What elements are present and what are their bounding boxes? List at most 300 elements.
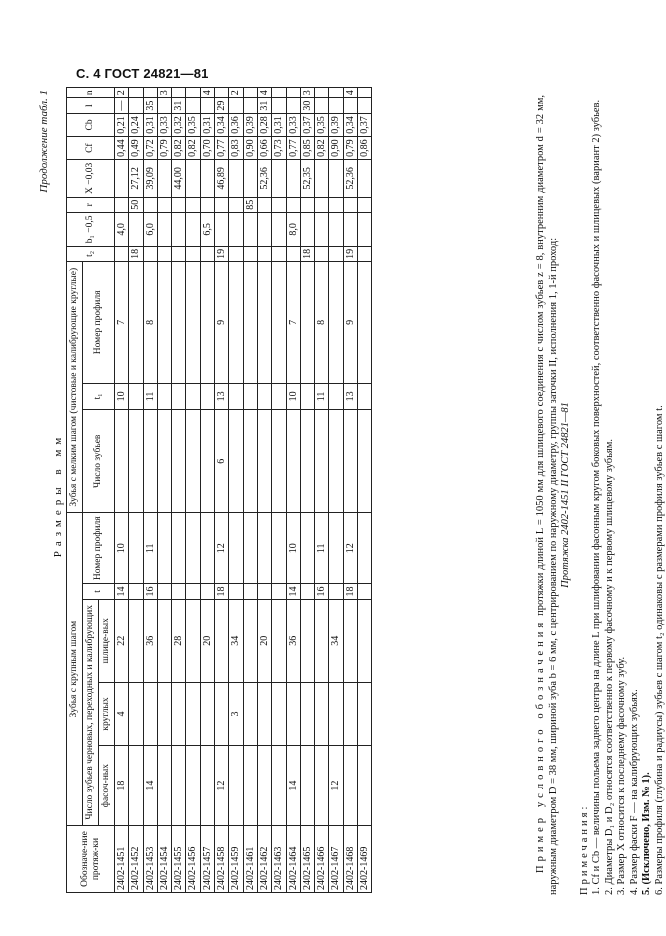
table-cell [157,682,171,745]
note-item: 6. Размеры профиля (глубина и радиусы) зубьев с шагом t₂ одинаковы с размерами профиля зубьев с шагом t. [653,405,665,895]
table-cell: 0,49 [129,137,143,160]
table-cell [243,213,257,247]
table-cell [329,197,343,212]
table-cell [172,410,186,513]
table-cell: 14 [143,746,157,826]
note-item: 1. Cf и Cb — величины польема заднего центра на длине L при шлифовании фасонным кругом боковых поверхностей, соответственно фасочных и шлицевых (вариант 2) зубьев. [591,99,602,895]
table-cell: 0,33 [157,113,171,136]
table-cell [329,98,343,113]
table-cell [172,383,186,410]
table-cell [186,383,200,410]
table-cell [243,513,257,584]
table-cell: 0,34 [343,113,357,136]
table-cell [315,599,329,682]
table-cell: 52,35 [300,160,314,197]
table-cell [343,599,357,682]
table-cell [186,262,200,384]
table-cell [286,88,300,98]
table-cell [200,246,214,261]
col-l: l [67,98,115,113]
designation-cell: 2402-1455 [172,826,186,893]
table-cell [229,98,243,113]
page-header: С. 4 ГОСТ 24821—81 [76,66,209,81]
table-cell: 0,73 [272,137,286,160]
table-cell: 0,39 [243,113,257,136]
table-cell: 16 [143,584,157,599]
table-row [343,88,357,893]
col-tooth-count: Число зубьев черновых, переходных и калибрующих [83,599,99,825]
table-cell [157,246,171,261]
table-cell: 20 [200,599,214,682]
table-cell [143,682,157,745]
table-cell: 22 [115,599,129,682]
table-cell [243,383,257,410]
table-cell: 0,77 [215,137,229,160]
table-cell [229,746,243,826]
table-cell: 12 [215,513,229,584]
table-cell [186,246,200,261]
table-cell [243,584,257,599]
table-cell [186,513,200,584]
table-cell [200,746,214,826]
table-cell [157,197,171,212]
table-cell: 14 [286,584,300,599]
table-cell [157,383,171,410]
table-cell: 10 [286,513,300,584]
table-cell [358,599,372,682]
table-cell [157,98,171,113]
table-cell [286,98,300,113]
table-cell [172,262,186,384]
table-cell [157,599,171,682]
table-cell [129,513,143,584]
table-cell [300,513,314,584]
table-cell [272,160,286,197]
table-cell [129,410,143,513]
example-text: протяжки длиной L = 1050 мм для шлицевого соединения с числом зубьев z = 8, внутренним диаметром d = 32 мм, наружным диаметром D = 38 мм, шириной зуба b = 6 мм, с центрированием по наружному диаметру, группы заточки II, исполнения 1, 1-й проход: [535,95,559,895]
table-cell [272,246,286,261]
notes-block [535,95,666,895]
table-cell [257,383,271,410]
table-cell [315,682,329,745]
table-cell [143,197,157,212]
table-cell [300,197,314,212]
table-cell: 6,5 [200,213,214,247]
table-cell [272,746,286,826]
example-designation: Протяжка 2402-1451 II ГОСТ 24821—81 [560,402,571,588]
table-cell [186,599,200,682]
table-cell [115,160,129,197]
table-cell [200,197,214,212]
table-cell: 11 [315,513,329,584]
table-cell: 0,31 [272,113,286,136]
table-cell: 0,21 [115,113,129,136]
table-cell [329,213,343,247]
table-cell: 0,82 [315,137,329,160]
table-cell: 20 [257,599,271,682]
table-cell: 16 [315,584,329,599]
table-cell [300,584,314,599]
table-cell [343,746,357,826]
table-cell [257,262,271,384]
table-cell [257,213,271,247]
table-cell [257,410,271,513]
table-cell: 3 [229,682,243,745]
table-cell [329,584,343,599]
table-cell [186,160,200,197]
table-cell [157,584,171,599]
table-cell [172,746,186,826]
table-cell [115,197,129,212]
table-cell [329,262,343,384]
table-cell [329,682,343,745]
table-cell: 0,34 [215,113,229,136]
table-cell [115,410,129,513]
table-cell [229,584,243,599]
table-cell: 52,36 [257,160,271,197]
table-cell: 0,66 [257,137,271,160]
table-cell: 8 [143,262,157,384]
table-row [186,88,200,893]
table-cell [257,246,271,261]
table-row [200,88,214,893]
designation-cell: 2402-1465 [300,826,314,893]
table-cell [243,246,257,261]
table-cell [329,410,343,513]
table-cell: 36 [143,599,157,682]
table-cell [186,682,200,745]
designation-cell: 2402-1452 [129,826,143,893]
table-cell [143,246,157,261]
table-cell [286,410,300,513]
table-cell [157,213,171,247]
table-cell [329,88,343,98]
table-row [329,88,343,893]
table-cell [186,88,200,98]
table-cell: 9 [215,262,229,384]
table-row [129,88,143,893]
table-cell [358,262,372,384]
table-cell: 10 [286,383,300,410]
table-cell [157,746,171,826]
table-cell [129,262,143,384]
table-cell [129,584,143,599]
table-cell: 0,31 [143,113,157,136]
designation-cell: 2402-1458 [215,826,229,893]
table-cell: 10 [115,383,129,410]
table-cell: 0,44 [115,137,129,160]
table-cell [358,383,372,410]
table-cell [129,213,143,247]
col-n: n [67,88,115,98]
table-cell [200,682,214,745]
table-cell [257,513,271,584]
table-cell [243,88,257,98]
table-cell [358,213,372,247]
table-cell [172,682,186,745]
table-cell [243,160,257,197]
table-cell [229,410,243,513]
table-cell [315,197,329,212]
table-cell: 0,90 [243,137,257,160]
table-cell [286,246,300,261]
table-cell: 6,0 [143,213,157,247]
table-cell [300,746,314,826]
sizes-caption: Размеры в мм [52,432,64,558]
table-cell [272,410,286,513]
table-cell [229,160,243,197]
table-row [300,88,314,893]
table-cell: 4 [115,682,129,745]
table-cell [186,98,200,113]
table-cell: 18 [129,246,143,261]
designation-cell: 2402-1466 [315,826,329,893]
table-cell [358,160,372,197]
table-cell: 8,0 [286,213,300,247]
table-cell: 0,82 [186,137,200,160]
table-cell: 27,12 [129,160,143,197]
table-cell: 12 [343,513,357,584]
table-cell: 0,32 [172,113,186,136]
designation-cell: 2402-1459 [229,826,243,893]
col-cb: Cb [67,113,115,136]
designation-cell: 2402-1463 [272,826,286,893]
table-cell [229,246,243,261]
table-cell: 18 [300,246,314,261]
col-t: t [83,584,115,599]
col-designation: Обозначе-ние протяж-ки [67,826,115,893]
table-cell: 36 [286,599,300,682]
designation-cell: 2402-1464 [286,826,300,893]
table-cell [358,246,372,261]
col-cf: Cf [67,137,115,160]
table-cell [172,246,186,261]
col-fine-count: Число зубьев [83,410,115,513]
table-cell [257,682,271,745]
table-cell: 8 [315,262,329,384]
col-r: r [67,197,115,212]
table-row [229,88,243,893]
table-cell [157,513,171,584]
table-cell: 3 [157,88,171,98]
table-cell [272,682,286,745]
table-cell [286,197,300,212]
table-cell: 0,86 [358,137,372,160]
table-cell: 30 [300,98,314,113]
table-cell [315,88,329,98]
table-cell: 0,37 [300,113,314,136]
table-cell [115,246,129,261]
broach-dimensions-table [66,87,372,893]
table-cell: 85 [243,197,257,212]
table-cell [172,213,186,247]
table-cell: 0,39 [329,113,343,136]
col-fine-profile: Номер профиля [83,262,115,384]
table-cell [272,383,286,410]
table-cell: 7 [115,262,129,384]
table-cell: 4,0 [115,213,129,247]
table-cell [243,746,257,826]
table-cell: 31 [257,98,271,113]
table-cell [229,513,243,584]
table-cell: 19 [215,246,229,261]
col-t1: t₁ [83,383,115,410]
designation-cell: 2402-1462 [257,826,271,893]
table-cell: 0,79 [343,137,357,160]
col-spline: шлице-вых [99,599,115,682]
table-cell [286,682,300,745]
table-cell [358,197,372,212]
table-cell: 11 [143,383,157,410]
table-cell: 7 [286,262,300,384]
table-cell [358,584,372,599]
table-cell [143,88,157,98]
table-cell [315,746,329,826]
table-row [358,88,372,893]
col-coarse-teeth: Зубья с крупным шагом [67,513,83,826]
table-cell: 0,33 [286,113,300,136]
table-cell [343,197,357,212]
table-cell [172,88,186,98]
table-cell [186,410,200,513]
col-x: X −0,03 [67,160,115,197]
table-cell: 18 [115,746,129,826]
table-cell [200,383,214,410]
table-row [143,88,157,893]
table-cell [343,213,357,247]
table-row [286,88,300,893]
table-cell: 0,82 [172,137,186,160]
table-cell: 3 [300,88,314,98]
table-row [272,88,286,893]
table-cell [157,410,171,513]
table-cell [229,262,243,384]
table-cell [272,98,286,113]
table-cell [257,197,271,212]
table-cell [200,262,214,384]
table-cell: 0,31 [200,113,214,136]
table-cell: 0,83 [229,137,243,160]
table-cell [200,584,214,599]
table-cell [215,599,229,682]
example-paragraph [535,95,560,895]
table-cell: 0,35 [186,113,200,136]
table-cell [257,584,271,599]
table-cell [229,383,243,410]
table-cell: 35 [143,98,157,113]
table-cell [272,213,286,247]
table-cell: 9 [343,262,357,384]
table-cell [272,197,286,212]
designation-cell: 2402-1457 [200,826,214,893]
table-cell: 0,36 [229,113,243,136]
table-cell [300,599,314,682]
table-cell [186,584,200,599]
table-cell [243,599,257,682]
table-cell [300,213,314,247]
table-cell [329,383,343,410]
note-item: 5. (Исключено, Изм. № 1). [641,772,652,895]
table-row [243,88,257,893]
table-cell [215,88,229,98]
table-cell [315,410,329,513]
table-cell [343,682,357,745]
designation-cell: 2402-1467 [329,826,343,893]
table-cell [229,213,243,247]
table-cell [315,213,329,247]
table-cell [129,98,143,113]
table-cell [172,197,186,212]
table-cell [215,197,229,212]
designation-cell: 2402-1469 [358,826,372,893]
table-cell [300,682,314,745]
note-item: 2. Диаметры D₁ и D₂ относятся соответственно к первому фасочному и к первому шлицевому зубьям. [603,438,615,895]
table-cell: 11 [143,513,157,584]
table-cell: 34 [329,599,343,682]
table-cell: 28 [172,599,186,682]
table-cell [186,746,200,826]
table-row [157,88,171,893]
designation-cell: 2402-1453 [143,826,157,893]
table-row [172,88,186,893]
table-cell [129,383,143,410]
table-cell [243,98,257,113]
table-cell: 44,00 [172,160,186,197]
table-cell [343,98,357,113]
table-cell: 29 [215,98,229,113]
table-cell [243,410,257,513]
table-row [115,88,129,893]
table-cell [229,197,243,212]
table-cell [243,682,257,745]
table-cell: 13 [215,383,229,410]
table-cell: 0,85 [300,137,314,160]
table-cell: — [115,98,129,113]
table-cell: 6 [215,410,229,513]
table-cell [329,160,343,197]
table-cell [129,682,143,745]
table-cell: 0,77 [286,137,300,160]
table-cell: 10 [115,513,129,584]
table-cell [315,98,329,113]
col-profile-number: Номер профиля [83,513,115,584]
table-cell [272,599,286,682]
table-cell [215,213,229,247]
table-cell [272,262,286,384]
table-cell: 18 [215,584,229,599]
table-cell [172,584,186,599]
table-cell: 2 [229,88,243,98]
note-item: 4. Размер фаски F — на калибрующих зубьях. [628,689,640,895]
table-cell [172,513,186,584]
table-cell: 0,28 [257,113,271,136]
table-row [215,88,229,893]
table-cell [358,410,372,513]
table-cell [200,98,214,113]
table-cell [186,213,200,247]
table-cell [200,160,214,197]
table-cell [200,410,214,513]
table-cell [358,682,372,745]
table-cell [129,746,143,826]
table-cell: 0,24 [129,113,143,136]
table-cell [358,88,372,98]
table-cell: 18 [343,584,357,599]
table-cell: 0,90 [329,137,343,160]
table-cell [358,513,372,584]
col-t2: t₂ [67,246,115,261]
col-b1: b₁ −0,5 [67,213,115,247]
